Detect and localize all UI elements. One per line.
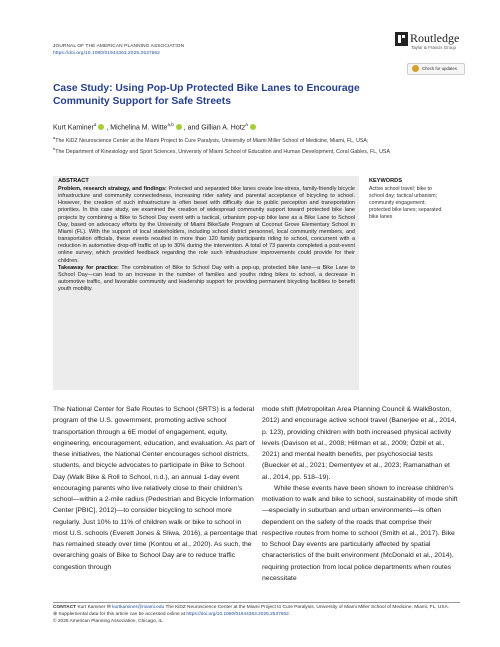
contact-name: Kurt Kaminer [77,605,106,610]
author-separator: , and [183,124,202,132]
abstract-paragraph-takeaway [58,265,355,294]
routledge-logo-icon [395,32,408,46]
check-for-updates-button[interactable] [407,63,465,75]
body-paragraph: mode shift (Metropolitan Area Planning Council & WalkBoston, 2012) and encourage active school travel (Banerjee et al., 2014, p. 123), providing children with both increased physical activity levels (Davison et al., 2008; Hillman et al., 2009; Özbil et al., 2021) and mental health benefits, per psychosocial tests (Buecker et al., 2021; Dementyev et al., 2023; Ramanathan et al., 2014, pp. 518–19). [262,406,457,481]
author-separator: , [106,124,111,132]
affiliations [53,134,453,157]
check-for-updates-label: Check for updates [422,66,457,71]
supplemental-link[interactable]: https://doi.org/10.1080/01944363.2025.2537662. [186,612,291,617]
body-column-left [53,404,258,573]
author-name: Michelina M. Witte [110,124,168,132]
supplemental-line [53,611,460,618]
abstract-paragraph-findings [58,186,355,265]
keywords-heading: KEYWORDS [369,178,402,184]
publisher-logo [395,30,465,60]
contact-label: CONTACT [53,605,77,610]
keywords-list: Active school travel; bike to school day; tactical urbanism; community engagement; protected bike lanes; separated bike lanes [369,186,442,220]
body-paragraph: While these events have been shown to increase children’s motivation to walk and bike to school, sustainability of mode shift—especially in suburban and urban environments—is often dependent on the safety of the roads that comprise their respective routes from home to school (Smith et al., 2017). Bike to School Day events are particularly affected by spatial characteristics of the built environment (McDonald et al., 2014), requiring protection from local police departments when routes necessitate [262,484,458,582]
footer-notes [53,604,460,625]
author-affil-mark: a [245,122,248,127]
orcid-icon[interactable] [250,124,256,130]
affiliation-b [53,145,453,156]
body-paragraph: The National Center for Safe Routes to School (SRTS) is a federal program of the U.S. government, promoting active school transportation through a 6E model of engagement, equity, engineering, encouragement, education, and evaluation. As part of these initiatives, the National Center encourages school districts, students, and bicycle advocates to participate in Bike to School Day (Walk Bike & Roll to School, n.d.), an annual 1-day event encouraging parents who live relatively close to their children’s school—within a 2-mile radius (Pedestrian and Bicycle Information Center [PBIC], 2012)—to consider bicycling to school more regularly. Just 10% to 11% of children walk or bike to school in most U.S. schools (Everett Jones & Sliwa, 2016), a percentage that has remained steady over time (Kontou et al., 2020). As such, the overarching goals of Bike to School Day are to reduce traffic congestion through [53,406,258,571]
author-affil-mark: a,b [167,122,174,127]
affiliation-text: The KiDZ Neuroscience Center at the Miami Project to Cure Paralysis, University of Miami Miller School of Medicine, Miami, FL, USA; [55,137,369,144]
check-for-updates-icon [412,65,419,72]
publisher-name: Routledge [410,31,460,45]
affiliation-text: The Department of Kinesiology and Sport Sciences, University of Miami School of Education and Human Development, Coral Gables, FL, USA [55,149,390,156]
article-doi-link[interactable]: https://doi.org/10.1080/01944363.2025.2537662 [53,51,160,56]
abstract-heading: ABSTRACT [58,178,89,184]
author-name: Gillian A. Hotz [201,124,246,132]
abstract-label: Problem, research strategy, and findings: [58,186,167,192]
affiliation-mark: b [53,146,56,152]
author-name: Kurt Kaminer [53,124,94,132]
supplemental-data-icon: ⊕ [53,612,58,617]
affiliation-a [53,134,453,145]
email-icon: ✉ [106,605,111,610]
supplemental-text: Supplemental data for this article can be accessed online at [58,612,186,617]
footer-divider [53,602,460,603]
affiliation-mark: a [53,135,56,140]
journal-name: JOURNAL OF THE AMERICAN PLANNING ASSOCIATION [53,44,185,49]
copyright-line: © 2025 American Planning Association, Chicago, IL. [53,619,164,624]
abstract-text: The combination of Bike to School Day with a pop-up, protected bike lane—a Bike Lane to School Day—can lead to an increase in the number of families and youths riding bikes to school, a decrease in automotive traffic, and favorable community and leadership support for providing permanent bicycling facilities to benefit youth mobility. [58,264,355,293]
contact-line [53,604,460,611]
orcid-icon[interactable] [176,124,182,130]
abstract-text: Protected and separated bike lanes create low-stress, family-friendly bicycle infrastructure and community connectedness, increasing rider safety and parental acceptance of bicycling to school. However, the creation of such infrastructure is often beset with difficulty due to public perception and transportation priorities. In this case study, we examined the creation of widespread community support toward protected bike lane projects by combining a Bike to School Day event with a tactical, urbanism pop-up bike lane as a Bike Lane to School Day, based on advocacy efforts by the University of Miami BikeSafe Program at Coconut Grove Elementary School in Miami (FL). With the support of local stakeholders, including school district personnel, local community members, and transportation officials, these events resulted in more than 120 family participants riding to school, concurrent with a reduction in automotive drop-off traffic of up to 30% during the intervention. A total of 73 parents completed a post-event online survey, which provided feedback regarding the role such infrastructure improvements could provide for their children. [58,186,355,264]
contact-email-link[interactable]: kurtkaminer@miami.edu [112,605,165,610]
author-list [53,120,258,132]
orcid-icon[interactable] [98,124,104,130]
publisher-subtitle: Taylor & Francis Group [411,45,456,50]
author-affil-mark: a [93,122,97,127]
journal-header [53,43,184,57]
abstract-label: Takeaway for practice: [58,264,119,271]
article-title: Case Study: Using Pop-Up Protected Bike Lanes to Encourage Community Support for Safe Streets [53,83,360,107]
contact-affiliation: The KiDZ Neuroscience Center at the Miami Project to Cure Paralysis, University of Miami Miller School of Medicine, Miami, FL, USA. [165,605,450,610]
abstract-body [58,186,355,293]
body-column-right [262,404,460,584]
